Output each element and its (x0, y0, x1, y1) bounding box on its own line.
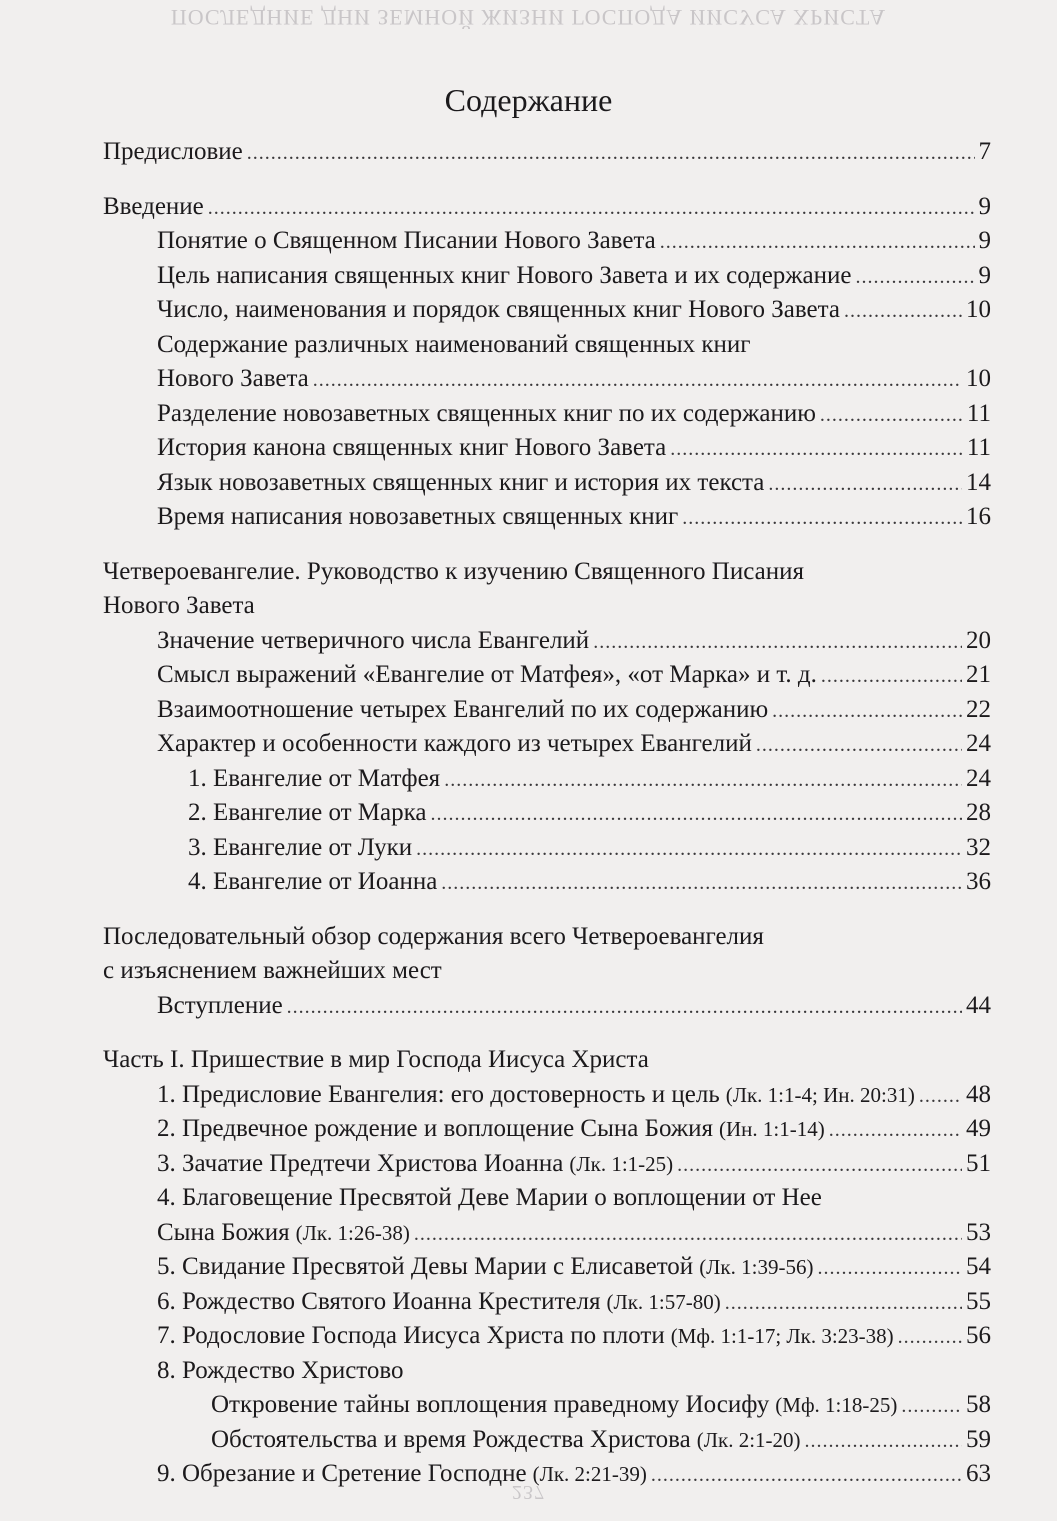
dot-leader (821, 659, 962, 694)
toc-entry[interactable] (103, 1043, 991, 1078)
toc-entry-page-number: 20 (966, 626, 991, 654)
toc-entry-title: Разделение новозаветных священных книг по их содержанию (157, 399, 816, 427)
toc-entry[interactable] (103, 831, 991, 866)
toc-entry[interactable] (103, 796, 991, 831)
toc-entry-page-number: 11 (966, 399, 991, 427)
toc-entry-title: 2. Евангелие от Марка (188, 799, 427, 826)
toc-entry[interactable] (103, 431, 991, 466)
toc-entry-page-number: 11 (966, 434, 991, 461)
toc-entry[interactable] (103, 1147, 991, 1182)
dot-leader (247, 136, 975, 171)
dot-leader (772, 694, 962, 729)
toc-entry-title: Введение (103, 192, 204, 220)
toc-entry-scripture-ref: (Лк. 2:21-39) (532, 1462, 647, 1486)
toc-entry-page-number: 55 (966, 1287, 991, 1315)
toc-entry-title: Язык новозаветных священных книг и история их текста (157, 468, 765, 496)
toc-entry[interactable] (103, 1112, 991, 1147)
toc-entry-title: с изъяснением важнейших мест (103, 957, 442, 984)
folio-show-through: 237 (512, 1481, 545, 1503)
dot-leader (430, 797, 962, 832)
toc-entry-title: 1. Евангелие от Матфея (188, 764, 441, 792)
toc-entry-scripture-ref: (Ин. 1:1-14) (719, 1117, 825, 1141)
toc-entry-title: Содержание различных наименований священных книг (157, 330, 751, 358)
toc-entry-title: Последовательный обзор содержания всего Четвероевангелия (103, 922, 764, 950)
toc-entry[interactable] (103, 1388, 991, 1423)
dot-leader (441, 866, 962, 901)
toc-entry-title: Откровение тайны воплощения праведному Иосифу (211, 1391, 770, 1418)
toc-entry[interactable] (103, 727, 991, 762)
toc-entry[interactable] (103, 1319, 991, 1354)
toc-entry-title: Нового Завета (157, 365, 309, 392)
toc-entry-title: 1. Предисловие Евангелия: его достоверность и цель (157, 1080, 720, 1108)
toc-entry-title: Предисловие (103, 138, 243, 165)
toc-entry-title: Нового Завета (103, 592, 255, 619)
toc-entry-title: 7. Родословие Господа Иисуса Христа по плоти (157, 1322, 665, 1349)
toc-entry-title: Смысл выражений «Евангелие от Матфея», «от Марка» и т. д. (157, 661, 817, 688)
dot-leader (919, 1079, 962, 1114)
dot-leader (416, 832, 962, 867)
toc-entry[interactable] (103, 397, 991, 432)
toc-entry-title: 5. Свидание Пресвятой Девы Марии с Елисаветой (157, 1253, 694, 1280)
toc-entry-title: История канона священных книг Нового Завета (157, 434, 667, 461)
toc-entry-page-number: 36 (966, 868, 991, 895)
toc-entry-title: Характер и особенности каждого из четырех Евангелий (157, 730, 752, 757)
toc-entry[interactable] (103, 293, 991, 328)
toc-entry-title: 2. Предвечное рождение и воплощение Сына Божия (157, 1115, 713, 1142)
toc-entry-page-number: 49 (966, 1115, 991, 1142)
toc-entry-scripture-ref: (Лк. 2:1-20) (696, 1427, 801, 1452)
toc-entry[interactable] (103, 1216, 991, 1251)
toc-entry-title: Часть I. Пришествие в мир Господа Иисуса Христа (103, 1046, 649, 1073)
running-head-show-through: ПОСЛЕДНИЕ ДНИ ЗЕМНОЙ ЖИЗНИ ГОСПОДА ИИСУСА ХРИСТА (170, 5, 887, 30)
dot-leader (817, 1251, 962, 1286)
toc-entry[interactable] (103, 865, 991, 900)
dot-leader (682, 501, 962, 536)
toc-entry-page-number: 10 (966, 296, 991, 323)
toc-entry[interactable] (103, 1354, 991, 1389)
table-of-contents (103, 135, 991, 1492)
toc-entry[interactable] (103, 1423, 991, 1458)
dot-leader (901, 1389, 962, 1424)
toc-entry[interactable] (103, 954, 991, 989)
toc-entry-title: 3. Зачатие Предтечи Христова Иоанна (157, 1149, 564, 1177)
dot-leader (593, 625, 962, 660)
toc-entry-title: Сына Божия (157, 1218, 290, 1246)
toc-entry[interactable] (103, 589, 991, 624)
toc-entry-page-number: 22 (966, 695, 991, 723)
dot-leader (287, 990, 962, 1025)
toc-entry[interactable] (103, 1078, 991, 1113)
toc-entry[interactable] (103, 190, 991, 225)
toc-entry-scripture-ref: (Лк. 1:1-4; Ин. 20:31) (725, 1082, 915, 1107)
toc-entry-page-number: 32 (966, 833, 991, 861)
toc-entry-title: Значение четверичного числа Евангелий (157, 626, 590, 654)
dot-leader (660, 225, 975, 260)
toc-spacer (103, 535, 991, 555)
toc-entry[interactable] (103, 362, 991, 397)
toc-entry-title: Вступление (157, 991, 283, 1019)
toc-entry-page-number: 9 (978, 192, 991, 220)
toc-entry-page-number: 24 (966, 730, 991, 757)
dot-leader (414, 1217, 962, 1252)
toc-entry-scripture-ref: (Мф. 1:18-25) (775, 1393, 898, 1417)
toc-entry[interactable] (103, 624, 991, 659)
toc-entry-page-number: 24 (966, 764, 991, 792)
toc-entry-page-number: 54 (966, 1253, 991, 1280)
toc-entry-title: Обстоятельства и время Рождества Христова (211, 1425, 691, 1453)
toc-entry-title: Взаимоотношение четырех Евангелий по их содержанию (157, 695, 769, 723)
toc-spacer (103, 1023, 991, 1043)
dot-leader (670, 432, 963, 467)
toc-entry-page-number: 9 (978, 261, 991, 289)
toc-entry-page-number: 10 (966, 365, 991, 392)
toc-entry-title: 3. Евангелие от Луки (188, 833, 413, 861)
dot-leader (844, 294, 962, 329)
toc-entry-scripture-ref: (Лк. 1:57-80) (606, 1289, 721, 1314)
dot-leader (725, 1286, 962, 1321)
toc-entry[interactable] (103, 328, 991, 363)
toc-entry[interactable] (103, 658, 991, 693)
toc-entry-title: Время написания новозаветных священных книг (157, 503, 679, 530)
toc-entry-page-number: 48 (966, 1080, 991, 1108)
dot-leader (444, 763, 962, 798)
toc-entry-page-number: 16 (966, 503, 991, 530)
dot-leader (208, 191, 975, 226)
toc-entry-scripture-ref: (Мф. 1:1-17; Лк. 3:23-38) (670, 1324, 894, 1348)
toc-entry-page-number: 51 (966, 1149, 991, 1177)
toc-entry-title: Понятие о Священном Писании Нового Завета (157, 227, 656, 254)
toc-entry-page-number: 21 (966, 661, 991, 688)
toc-entry-page-number: 58 (966, 1391, 991, 1418)
toc-entry-page-number: 63 (966, 1460, 991, 1487)
toc-entry[interactable] (103, 500, 991, 535)
dot-leader (677, 1148, 962, 1183)
toc-entry[interactable] (103, 135, 991, 170)
toc-entry-page-number: 7 (978, 138, 991, 165)
dot-leader (313, 363, 962, 398)
dot-leader (829, 1113, 962, 1148)
dot-leader (856, 260, 975, 295)
toc-entry-page-number: 56 (966, 1322, 991, 1349)
toc-entry-title: 4. Евангелие от Иоанна (188, 868, 438, 895)
toc-entry-title: 6. Рождество Святого Иоанна Крестителя (157, 1287, 601, 1315)
toc-spacer (103, 170, 991, 190)
toc-entry[interactable] (103, 1181, 991, 1216)
toc-entry[interactable] (103, 693, 991, 728)
toc-spacer (103, 900, 991, 920)
toc-entry[interactable] (103, 555, 991, 590)
toc-entry[interactable] (103, 920, 991, 955)
toc-entry-page-number: 59 (966, 1425, 991, 1453)
toc-entry[interactable] (103, 989, 991, 1024)
toc-entry[interactable] (103, 259, 991, 294)
toc-entry-title: 4. Благовещение Пресвятой Деве Марии о воплощении от Нее (157, 1184, 822, 1211)
toc-entry[interactable] (103, 762, 991, 797)
toc-entry[interactable] (103, 1250, 991, 1285)
dot-leader (756, 728, 962, 763)
toc-entry-page-number: 14 (966, 468, 991, 496)
toc-entry-page-number: 28 (966, 799, 991, 826)
toc-entry-title: Четвероевангелие. Руководство к изучению Священного Писания (103, 557, 804, 585)
toc-entry-scripture-ref: (Лк. 1:39-56) (699, 1255, 814, 1279)
page-title: Содержание (444, 82, 613, 118)
toc-entry-title: 8. Рождество Христово (157, 1356, 404, 1384)
toc-entry[interactable] (103, 224, 991, 259)
dot-leader (898, 1320, 962, 1355)
toc-entry[interactable] (103, 466, 991, 501)
toc-entry-scripture-ref: (Лк. 1:26-38) (295, 1220, 410, 1245)
toc-entry[interactable] (103, 1285, 991, 1320)
dot-leader (820, 398, 963, 433)
dot-leader (805, 1424, 962, 1459)
toc-entry-title: Число, наименования и порядок священных книг Нового Завета (157, 296, 840, 323)
toc-entry-title: Цель написания священных книг Нового Завета и их содержание (157, 261, 852, 289)
toc-entry-scripture-ref: (Лк. 1:1-25) (569, 1151, 674, 1176)
toc-entry-page-number: 53 (966, 1218, 991, 1246)
toc-entry-title: 9. Обрезание и Сретение Господне (157, 1460, 527, 1487)
dot-leader (768, 467, 962, 502)
toc-entry-page-number: 44 (966, 991, 991, 1019)
toc-entry-page-number: 9 (978, 227, 991, 254)
